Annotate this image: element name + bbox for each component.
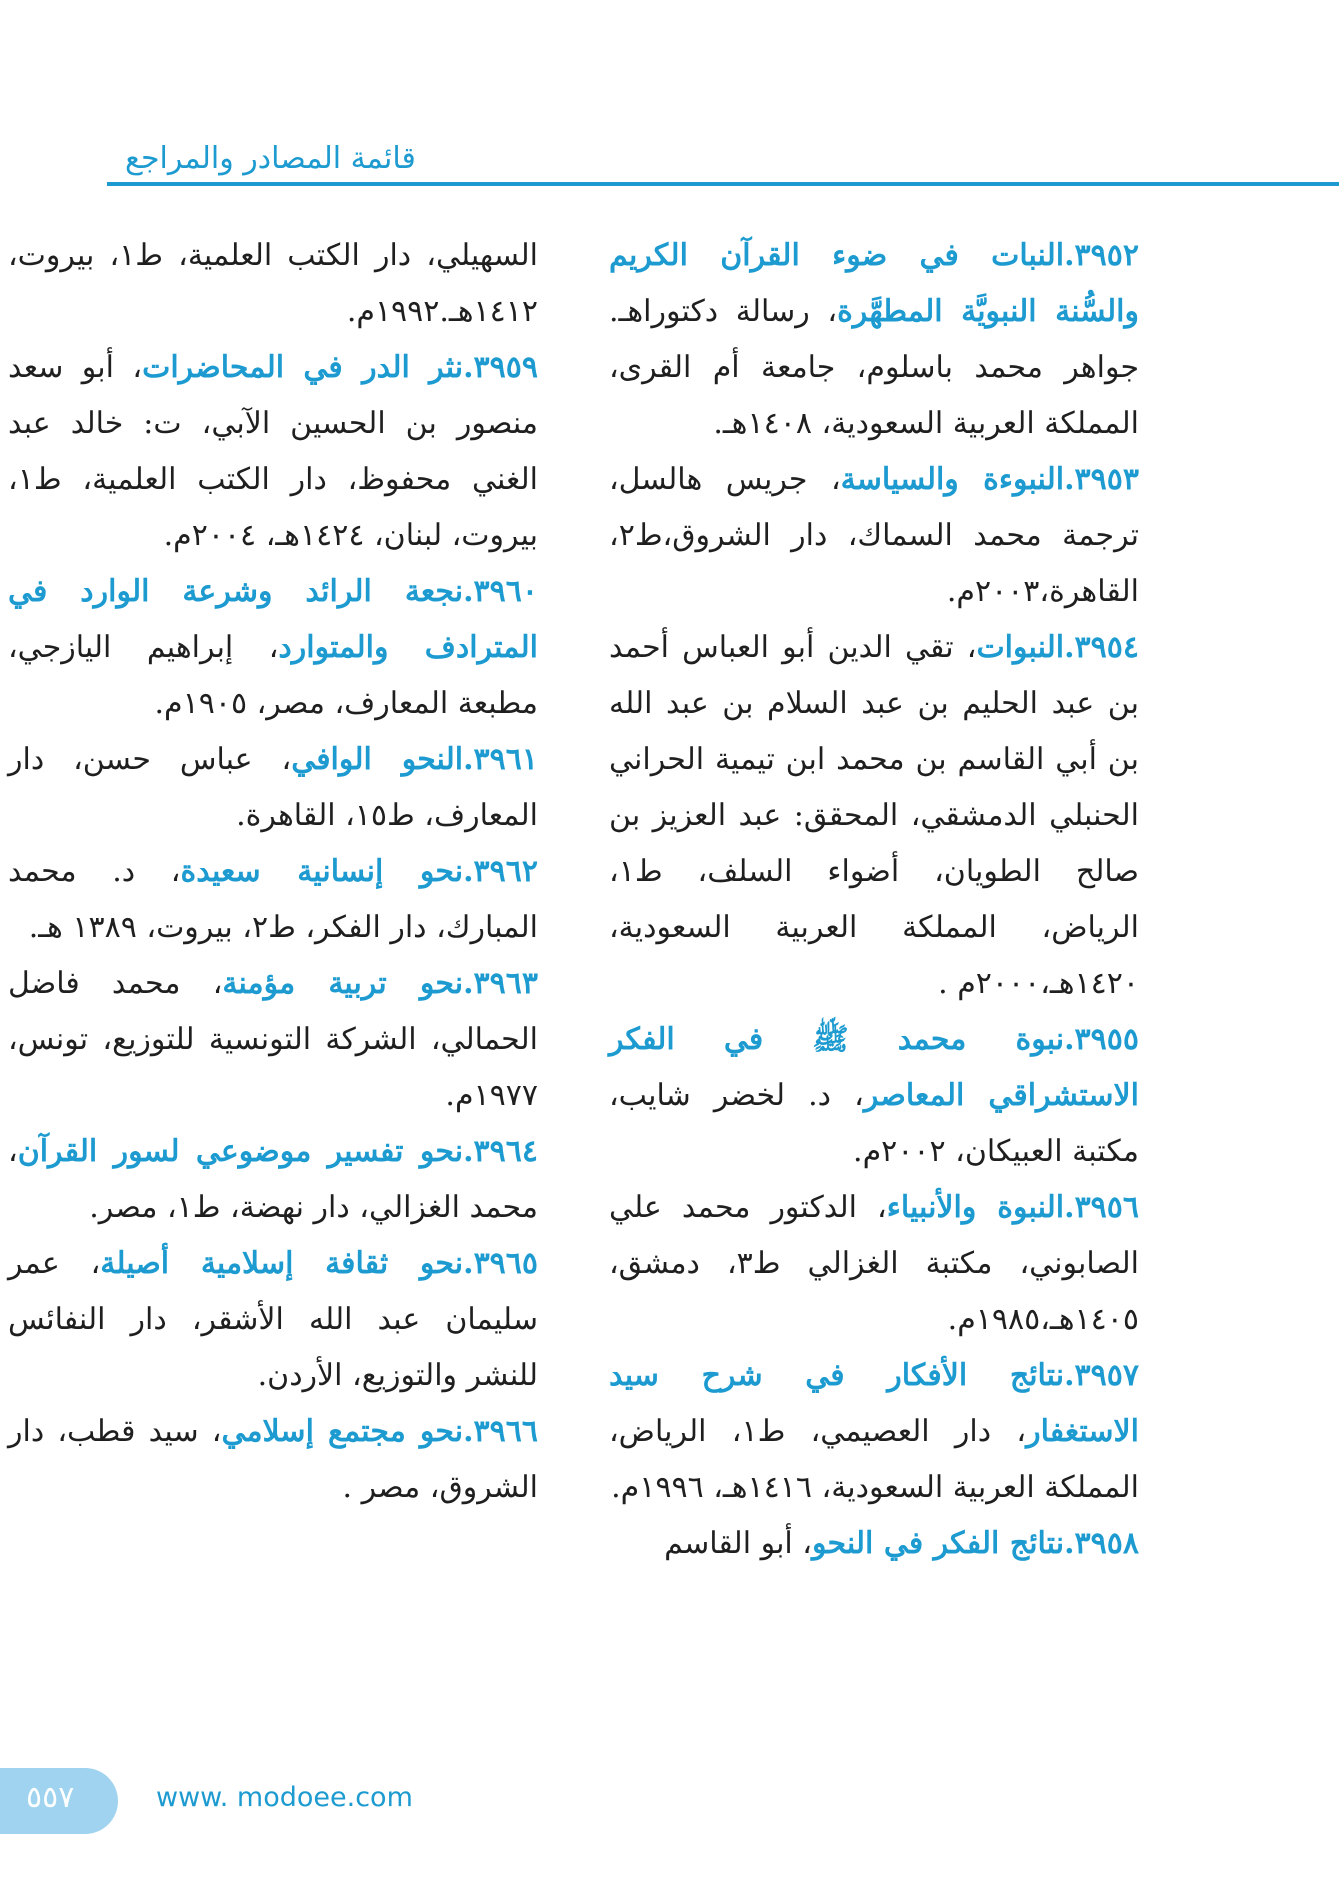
entry-number: ٣٩٥٨. xyxy=(1064,1526,1139,1561)
bibliography-entry xyxy=(8,1236,538,1404)
bibliography-column-left xyxy=(8,228,538,1516)
entry-number: ٣٩٦٦. xyxy=(463,1414,538,1449)
entry-details: ، أبو سعد منصور بن الحسين الآبي، ت: خالد عبد الغني محفوظ، دار الكتب العلمية، ط١، بيروت، لبنان، ١٤٢٤هـ، ٢٠٠٤م. xyxy=(8,350,538,553)
entry-details: ، جريس هالسل، ترجمة محمد السماك، دار الشروق،ط٢، القاهرة،٢٠٠٣م. xyxy=(609,462,1139,609)
entry-title: النبوات xyxy=(976,630,1065,665)
entry-details: ، محمد الغزالي، دار نهضة، ط١، مصر. xyxy=(8,1134,538,1225)
entry-details: ، أبو القاسم xyxy=(664,1526,812,1561)
entry-number: ٣٩٦٤. xyxy=(463,1134,538,1169)
entry-number: ٣٩٥٢. xyxy=(1064,238,1139,273)
entry-title: نحو تربية مؤمنة xyxy=(222,966,464,1001)
entry-number: ٣٩٦٢. xyxy=(463,854,538,889)
bibliography-entry xyxy=(8,340,538,564)
entry-number: ٣٩٥٥. xyxy=(1064,1022,1139,1057)
entry-title: نجعة الرائد وشرعة الوارد في المترادف والمتوارد xyxy=(8,574,539,665)
bibliography-entry xyxy=(8,1404,538,1516)
website-link[interactable]: www. modoee.com xyxy=(156,1782,413,1813)
bibliography-column-right xyxy=(609,228,1139,1572)
bibliography-entry xyxy=(609,1348,1139,1516)
entry-title: نحو مجتمع إسلامي xyxy=(221,1414,464,1449)
entry-number: ٣٩٦٣. xyxy=(463,966,538,1001)
entry-details: ، د. محمد المبارك، دار الفكر، ط٢، بيروت، ١٣٨٩ هـ. xyxy=(8,854,538,945)
entry-details: ، رسالة دكتوراهـ. جواهر محمد باسلوم، جامعة أم القرى، المملكة العربية السعودية، ١٤٠٨هـ. xyxy=(609,294,1139,441)
bibliography-entry xyxy=(609,620,1139,1012)
entry-details: ، د. لخضر شايب، مكتبة العبيكان، ٢٠٠٢م. xyxy=(609,1078,1139,1169)
entry-details: ، عمر سليمان عبد الله الأشقر، دار النفائس للنشر والتوزيع، الأردن. xyxy=(8,1246,538,1393)
entry-details: ، سيد قطب، دار الشروق، مصر . xyxy=(8,1414,538,1505)
entry-number: ٣٩٥٦. xyxy=(1064,1190,1140,1225)
bibliography-entry xyxy=(8,956,538,1124)
entry-title: نتائج الأفكار في شرح سيد الاستغفار xyxy=(609,1358,1139,1449)
entry-title: نبوة محمد ﷺ في الفكر الاستشراقي المعاصر xyxy=(609,1022,1139,1113)
bibliography-entry xyxy=(609,228,1139,452)
entry-title: نثر الدر في المحاضرات xyxy=(142,350,464,385)
entry-title: نحو تفسير موضوعي لسور القرآن xyxy=(17,1134,464,1169)
entry-number: ٣٩٥٤. xyxy=(1064,630,1139,665)
entry-number: ٣٩٦٥. xyxy=(463,1246,539,1281)
page-number: ٥٥٧ xyxy=(26,1780,75,1815)
entry-details: ، إبراهيم اليازجي، مطبعة المعارف، مصر، ١٩٠٥م. xyxy=(8,630,538,721)
entry-title: نحو ثقافة إسلامية أصيلة xyxy=(100,1246,464,1281)
entry-details: ، دار العصيمي، ط١، الرياض، المملكة العربية السعودية، ١٤١٦هـ، ١٩٩٦م. xyxy=(609,1414,1139,1505)
bibliography-entry xyxy=(8,564,538,732)
entry-number: ٣٩٦٠. xyxy=(463,574,538,609)
bibliography-entry xyxy=(609,1516,1139,1572)
entry-number: ٣٩٦١. xyxy=(463,742,538,777)
bibliography-entry xyxy=(8,1124,538,1236)
entry-title: النبوة والأنبياء xyxy=(886,1190,1065,1225)
entry-details: ، محمد فاضل الحمالي، الشركة التونسية للتوزيع، تونس، ١٩٧٧م. xyxy=(8,966,538,1113)
entry-details: السهيلي، دار الكتب العلمية، ط١، بيروت، ١٤١٢هـ.١٩٩٢م. xyxy=(8,238,539,329)
entry-details: ، الدكتور محمد علي الصابوني، مكتبة الغزالي ط٣، دمشق، ١٤٠٥هـ،١٩٨٥م. xyxy=(609,1190,1139,1337)
entry-number: ٣٩٥٣. xyxy=(1064,462,1139,497)
bibliography-entry xyxy=(8,732,538,844)
entry-title: النبوءة والسياسة xyxy=(840,462,1065,497)
page-header xyxy=(107,128,1339,186)
entry-title: نحو إنسانية سعيدة xyxy=(180,854,464,889)
bibliography-entry xyxy=(609,452,1139,620)
entry-details: ، عباس حسن، دار المعارف، ط١٥، القاهرة. xyxy=(8,742,538,833)
bibliography-entry xyxy=(609,1180,1139,1348)
entry-title: نتائج الفكر في النحو xyxy=(811,1526,1065,1561)
bibliography-entry-continued xyxy=(8,228,538,340)
entry-number: ٣٩٥٧. xyxy=(1064,1358,1139,1393)
entry-details: ، تقي الدين أبو العباس أحمد بن عبد الحليم بن عبد السلام بن عبد الله بن أبي القاسم بن محمد ابن تيمية الحراني الحنبلي الدمشقي، المحقق: عبد العزيز بن صالح الطويان، أضواء السلف، ط١، الرياض، المملكة العربية السعودية، ١٤٢٠هـ،٢٠٠٠م . xyxy=(609,630,1139,1001)
bibliography-entry xyxy=(8,844,538,956)
entry-title: النبات في ضوء القرآن الكريم والسُّنة النبويَّة المطهَّرة xyxy=(609,238,1140,329)
entry-title: النحو الوافي xyxy=(291,742,464,777)
running-header-title: قائمة المصادر والمراجع xyxy=(125,141,416,176)
bibliography-entry xyxy=(609,1012,1139,1180)
entry-number: ٣٩٥٩. xyxy=(463,350,538,385)
